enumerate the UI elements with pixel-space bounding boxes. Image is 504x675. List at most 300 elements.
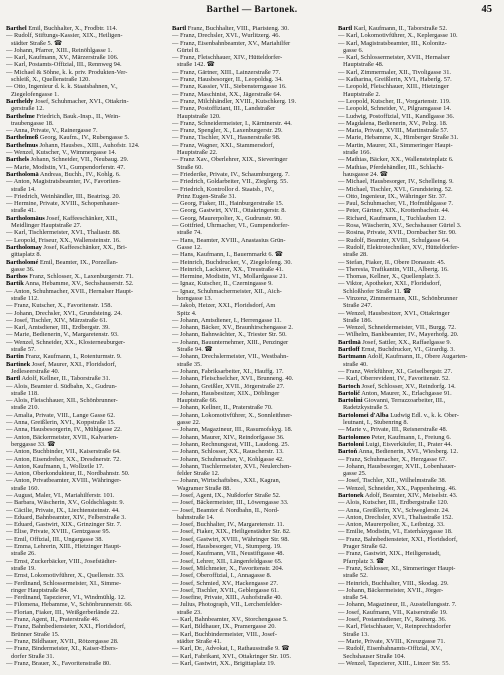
directory-entry <box>338 98 498 105</box>
entry-text: Georg, Kaufm., IV., Rubengasse 5. <box>38 134 130 142</box>
directory-entry <box>338 324 498 331</box>
entry-text: — Mathias, Pferdehändler, III., Schlacht- <box>338 163 444 171</box>
entry-continuation-line: straße 57. <box>11 346 36 354</box>
entry-first-line <box>338 54 498 61</box>
entry-first-line <box>6 470 166 477</box>
entry-first-line <box>6 528 166 535</box>
entry-first-line <box>172 616 332 623</box>
directory-entry <box>6 280 166 287</box>
entry-first-line <box>338 441 498 448</box>
directory-entry <box>172 426 332 433</box>
entry-first-line <box>338 368 498 375</box>
directory-entry <box>338 40 498 55</box>
directory-entry <box>6 127 166 134</box>
directory-entry <box>172 134 332 141</box>
directory-entry <box>172 317 332 324</box>
directory-entry <box>6 397 166 412</box>
directory-entry <box>6 61 166 68</box>
directory-entry <box>172 207 332 214</box>
directory-column-left <box>6 25 166 670</box>
entry-first-line <box>172 222 332 229</box>
entry-text: — Heinrich, Buchdrucker, V., Ziegelofeng. 30. <box>172 258 293 266</box>
directory-entry <box>172 456 332 463</box>
entry-first-line <box>338 499 498 506</box>
directory-entry <box>172 441 332 448</box>
entry-text: — Emma, Lehrerin, XIII., Hietzinger Haupt- <box>6 543 122 551</box>
directory-entry <box>172 69 332 76</box>
entry-first-line <box>172 477 332 484</box>
entry-text: — Elise, Private, XVIII., Gentzgasse 95. <box>6 528 111 536</box>
entry-first-line <box>172 142 332 149</box>
directory-entry <box>172 404 332 411</box>
entry-text: — Leopold, Kutscher, II., Vorgartenstr. 119. <box>338 97 451 105</box>
entry-text: — Maria, Private, XVIII., Martinstraße 57. <box>338 127 449 135</box>
entry-first-line <box>172 200 332 207</box>
entry-first-line <box>6 215 166 222</box>
directory-entry <box>172 390 332 405</box>
entry-text: — Franz, Hausbesorger, II., Leopoldsg. 34. <box>172 76 283 84</box>
entry-text: — Florian, Fiaker, III., Weißgerberlände 22. <box>6 608 120 616</box>
entry-surname: Barthelmeß <box>6 134 39 142</box>
directory-entry <box>172 353 332 368</box>
entry-text: — Karl, Oberrevident, IV., Favoritenstr. 52. <box>338 375 450 383</box>
entry-text: — Magdalena, Bedienerin, XV., Pelzg. 18. <box>338 119 448 127</box>
directory-entry <box>6 259 166 274</box>
entry-first-line <box>6 237 166 244</box>
entry-text: — Otto, Ingenieur d. k. k. Staatsbahnen, V., <box>6 83 118 91</box>
entry-continuation-line: straße 14. <box>11 185 36 193</box>
entry-first-line <box>172 448 332 455</box>
entry-surname: Bartloff <box>338 346 360 354</box>
entry-first-line <box>6 288 166 295</box>
entry-text: — Franz, Agent, II., Praterstraße 46. <box>6 616 100 624</box>
directory-column-middle <box>172 25 332 670</box>
directory-entry <box>6 594 166 601</box>
directory-entry <box>338 441 498 448</box>
entry-first-line <box>172 76 332 83</box>
directory-entry <box>338 142 498 157</box>
directory-entry <box>172 171 332 178</box>
entry-text: — Josef, Buchhalter, IV., Margaretenstr. 11. <box>172 521 285 529</box>
directory-entry <box>6 580 166 595</box>
directory-entry <box>172 331 332 338</box>
directory-entry <box>6 229 166 236</box>
entry-text: — Julius, Photograph, VII., Lerchenfelder- <box>172 601 283 609</box>
entry-first-line <box>6 383 166 390</box>
entry-surname: Barthels <box>6 156 30 164</box>
entry-first-line <box>338 397 498 404</box>
directory-entry <box>172 587 332 594</box>
entry-continuation-line: straße 23. <box>177 608 202 616</box>
directory-entry <box>172 653 332 660</box>
entry-text: Franz, Buchhalter, VIII., Piaristeng. 30. <box>186 25 289 32</box>
directory-entry <box>172 565 332 572</box>
entry-first-line <box>6 397 166 404</box>
entry-text: — Josef, Agent, IX., Nußdorfer Straße 52. <box>172 492 281 499</box>
directory-entry <box>6 609 166 616</box>
entry-first-line <box>338 587 498 594</box>
directory-entry <box>338 83 498 98</box>
entry-first-line <box>338 32 498 39</box>
entry-continuation-line: straße 40. <box>343 360 368 368</box>
entry-text: Peter, Kaufmann, I., Freiung 6. <box>369 433 451 441</box>
entry-surname: Barthelme <box>6 112 35 120</box>
entry-text: — Friedrich, Goldarbeiter, VII., Zieglerg. 55. <box>172 178 289 186</box>
entry-text: — Anton, Oberkondukteur, II., Nordbahnstr. 50. <box>6 470 130 478</box>
entry-text: — Franz, Schneidermeister, I., Kärntnerstr. 44. <box>172 119 292 127</box>
entry-first-line <box>338 645 498 652</box>
entry-text: — Ignaz, Schuhmachermeister, XII., Aich- <box>172 287 282 295</box>
entry-first-line <box>338 222 498 229</box>
directory-entry <box>172 601 332 616</box>
entry-surname: Bartoloni <box>338 440 364 448</box>
entry-first-line <box>172 266 332 273</box>
entry-first-line <box>172 550 332 557</box>
entry-text: Anna, Hebamme, XV., Sechshauserstr. 52. <box>23 280 134 288</box>
entry-text: — Karl, Buchbindermeister, VIII., Josef- <box>172 630 278 638</box>
entry-first-line <box>6 514 166 521</box>
entry-text: Giovanni, Terrazzoarbeiter, III., <box>362 397 446 405</box>
directory-entry <box>6 507 166 514</box>
entry-surname: Bartholomä <box>6 170 39 178</box>
directory-entry <box>6 514 166 521</box>
entry-text: — Karl, Gastwirt, XX., Brigittaplatz 19. <box>172 659 276 667</box>
entry-text: — Anton, Buchbinder, VII., Kaiserstraße 64. <box>6 448 121 456</box>
entry-text: Josef, Kaffeeschänker, XX., Bri- <box>41 243 128 251</box>
directory-entry <box>6 32 166 47</box>
entry-first-line <box>338 186 498 193</box>
entry-first-line <box>338 507 498 514</box>
directory-entry <box>6 288 166 303</box>
entry-first-line <box>172 456 332 463</box>
entry-first-line <box>6 638 166 645</box>
entry-text: — Johann, Tischlermeister, XVI., Neulerchen- <box>172 462 292 470</box>
entry-continuation-line: straße 142. ☎ <box>177 61 215 69</box>
directory-entry <box>6 426 166 433</box>
directory-entry <box>338 492 498 499</box>
entry-text: — Anton, Bäckermeister, XVII., Kalvarien- <box>6 433 119 441</box>
entry-continuation-line: Hauptstraße 120. <box>177 112 221 120</box>
entry-text: — Mathias, Bäcker, XX., Wallensteinplatz 6. <box>338 156 454 164</box>
directory-entry <box>338 310 498 325</box>
directory-entry <box>6 601 166 608</box>
entry-text: — Wenzel, Hausbesitzer, XVI., Ottakringer <box>338 309 450 317</box>
entry-first-line <box>172 25 332 32</box>
directory-entry <box>172 91 332 98</box>
entry-text: Adolf, Kellner, II., Taborstraße 31. <box>20 375 111 383</box>
entry-text: — Heinrich, Lackierer, XX., Treustraße 41. <box>172 265 284 273</box>
entry-first-line <box>6 572 166 579</box>
entry-first-line <box>338 331 498 338</box>
entry-surname: Bartolini <box>338 397 363 405</box>
entry-text: — Karl, Bildhauer, IX., Pramergasse 20. <box>172 623 276 631</box>
entry-text: — Johann, Bäcker, XV., Braunhirschengasse 2. <box>172 324 294 332</box>
directory-entry <box>338 54 498 69</box>
entry-text: — Theresia, Trafikantin, VIII., Albertg. 16. <box>338 265 449 273</box>
entry-text: — Otto, Ingenieur, IX., Währinger Str. 37. <box>338 192 447 200</box>
directory-entry <box>6 113 166 128</box>
directory-entry <box>6 353 166 360</box>
entry-text: — Johann, Kellner, II., Praterstraße 70. <box>172 404 273 412</box>
entry-text: — Wenzel, Schneider, XX., Klosterneuburger- <box>6 338 126 346</box>
entry-surname: Bartheldy <box>6 97 34 105</box>
entry-text: — Johann, Wirtschaftsbes., XXI., Kagran, <box>172 477 281 485</box>
entry-text: — Anton, Privatbeamter, XVIII., Währinger- <box>6 477 122 485</box>
entry-first-line <box>6 83 166 90</box>
entry-continuation-line: traubengasse 18. <box>11 119 54 127</box>
entry-continuation-line: Wagramer Straße 88. <box>177 484 231 492</box>
entry-text: — Johann, Schuhmacher, V., Kohlgasse 42. <box>172 455 284 463</box>
entry-first-line <box>172 521 332 528</box>
entry-first-line <box>338 113 498 120</box>
entry-first-line <box>172 653 332 660</box>
entry-surname: Bartholomé <box>6 258 39 266</box>
directory-entry <box>6 463 166 470</box>
directory-entry <box>6 492 166 499</box>
directory-entry <box>172 528 332 535</box>
entry-text: Andreas, Buchh., IV., Kohlg. 6. <box>38 170 121 178</box>
directory-entry <box>338 397 498 412</box>
entry-first-line <box>172 434 332 441</box>
directory-entry <box>6 412 166 419</box>
entry-text: Emil, Beamter, IX., Porzellan- <box>38 258 118 266</box>
entry-first-line <box>6 601 166 608</box>
entry-first-line <box>172 54 332 61</box>
directory-entry <box>6 383 166 398</box>
entry-continuation-line: Hauptstraße 2. <box>343 90 381 98</box>
entry-text: — Alois, Fleischhauer, XII., Schönbrunner- <box>6 397 118 405</box>
directory-entry <box>172 521 332 528</box>
entry-first-line <box>338 448 498 455</box>
directory-entry <box>338 580 498 587</box>
entry-text: — Alois, Beamter d. Südbahn, X., Gudrun- <box>6 382 117 390</box>
entry-first-line <box>338 434 498 441</box>
entry-text: — Stefan, Fiaker, II., Obere Donaustr. 45. <box>338 258 446 266</box>
entry-continuation-line: gasse 22. <box>177 419 201 427</box>
entry-first-line <box>6 32 166 39</box>
entry-text: — Barbara, Wäscherin, XV., Goldschlagstr. 9. <box>6 499 125 507</box>
entry-first-line <box>338 638 498 645</box>
entry-text: — Franz, Gastwirt, XIX., Heiligenstadt, <box>338 550 441 558</box>
entry-continuation-line: gasse 6. <box>343 46 364 54</box>
entry-first-line <box>6 244 166 251</box>
entry-first-line <box>172 317 332 324</box>
entry-first-line <box>6 69 166 76</box>
entry-text: — Franz, Fleischhauer, XIV., Hütteldorfer- <box>172 54 283 62</box>
entry-first-line <box>6 200 166 207</box>
directory-entry <box>6 616 166 623</box>
entry-first-line <box>6 317 166 324</box>
entry-text: — Karl, Tischlermeister, XVI., Thaliastr. 88. <box>6 229 121 237</box>
directory-entry <box>338 207 498 214</box>
entry-text: — Ferdinand, Tapezierer, VI., Windmühlg. 12. <box>6 594 126 602</box>
directory-entry <box>338 616 498 623</box>
entry-text: — Ludwig, Postoffizial, VII., Kandlgasse 36. <box>338 112 455 120</box>
directory-entry <box>172 273 332 280</box>
entry-first-line <box>338 164 498 171</box>
entry-first-line <box>6 302 166 309</box>
entry-text: — Ernst, Zuckerbäcker, VIII., Josefstädter- <box>6 557 117 565</box>
directory-entry <box>338 485 498 492</box>
directory-entry <box>6 645 166 660</box>
entry-first-line <box>172 558 332 565</box>
directory-entry <box>6 528 166 535</box>
entry-first-line <box>6 456 166 463</box>
entry-text: — Thomas, Kellner, X., Quellenplatz 3. <box>338 273 441 281</box>
directory-entry <box>338 178 498 185</box>
directory-entry <box>172 120 332 127</box>
entry-continuation-line: Straße 247. <box>343 302 373 310</box>
entry-first-line <box>172 587 332 594</box>
entry-continuation-line: straße 112. <box>11 294 39 302</box>
directory-entry <box>172 572 332 579</box>
directory-entry <box>338 127 498 134</box>
entry-text: — Michael, Tischler, XVI., Grundsteing. 52. <box>338 185 453 193</box>
entry-continuation-line: berggasse 33. ☎ <box>11 440 56 448</box>
directory-entry <box>172 616 332 623</box>
directory-entry <box>338 477 498 484</box>
entry-first-line <box>6 149 166 156</box>
directory-entry <box>172 375 332 382</box>
entry-first-line <box>172 375 332 382</box>
directory-entry <box>172 507 332 522</box>
directory-entry <box>6 456 166 463</box>
entry-continuation-line: ringer Hauptstraße 84. <box>11 586 69 594</box>
directory-entry <box>172 645 332 652</box>
entry-surname: Bartik <box>6 280 24 288</box>
entry-text: Adolf, Beamter, XIV., Meiselstr. 43. <box>363 492 458 499</box>
entry-first-line <box>6 499 166 506</box>
entry-first-line <box>172 32 332 39</box>
entry-continuation-line: gasse 25. <box>343 470 367 478</box>
entry-first-line <box>172 390 332 397</box>
entry-text: — Anton, Schuhmacher, XVII., Hernalser Haupt- <box>6 287 133 295</box>
entry-continuation-line: straße 19. <box>11 564 36 572</box>
directory-entry <box>6 572 166 579</box>
entry-text: Franz, Schlosser, X., Laxenburgerstr. 71. <box>27 273 134 281</box>
entry-surname: Bartmann <box>338 353 367 361</box>
directory-entry <box>172 543 332 550</box>
entry-text: — Anna, Hausbesorgerin, IV., Mühlgasse 22. <box>6 426 122 434</box>
entry-text: — Rosina, Private, XVII., Dornbacher Str. 90. <box>338 229 457 237</box>
entry-text: — Josef, Kaufmann, VII., Neustiftgasse 48. <box>172 550 285 558</box>
directory-entry <box>338 456 498 463</box>
entry-continuation-line: Prager Straße 62. <box>343 543 388 551</box>
entry-first-line <box>172 645 332 652</box>
entry-first-line <box>172 83 332 90</box>
directory-entry <box>338 499 498 506</box>
entry-first-line <box>172 91 332 98</box>
entry-text: — Franz, Spengler, X., Laxenburgerstr. 29. <box>172 127 283 135</box>
entry-text: — Heinrich, Buchhalter, VIII., Skodag. 29. <box>338 579 449 587</box>
directory-entry <box>338 565 498 580</box>
entry-continuation-line: Jedleseerstraße 40. <box>11 367 60 375</box>
entry-first-line <box>6 375 166 382</box>
entry-first-line <box>172 331 332 338</box>
entry-first-line <box>172 288 332 295</box>
entry-first-line <box>6 339 166 346</box>
entry-first-line <box>172 499 332 506</box>
entry-text: — Leopold, Fleischhauer, XIII., Hietzinger <box>338 83 449 91</box>
directory-entry <box>338 536 498 551</box>
entry-first-line <box>6 594 166 601</box>
entry-first-line <box>338 142 498 149</box>
entry-text: — Richard, Kaufmann, I., Tuchlauben 12. <box>338 214 446 222</box>
entry-continuation-line: Straße 13. <box>343 630 369 638</box>
directory-entry <box>172 222 332 237</box>
entry-continuation-line: straße 26. <box>11 550 36 558</box>
directory-entry <box>338 113 498 120</box>
directory-entry <box>338 229 498 236</box>
entry-first-line <box>6 361 166 368</box>
directory-entry <box>338 660 498 667</box>
directory-entry <box>172 499 332 506</box>
directory-entry <box>172 477 332 492</box>
entry-first-line <box>172 441 332 448</box>
entry-continuation-line: Meidlinger Hauptstraße 27. <box>11 222 82 230</box>
entry-first-line <box>6 331 166 338</box>
entry-first-line <box>172 543 332 550</box>
entry-first-line <box>338 69 498 76</box>
directory-entry <box>172 259 332 266</box>
entry-surname: Bartoch <box>338 382 361 390</box>
entry-text: — Peter, Gärtner, XIX., Krottenbachstr. 44. <box>338 207 450 215</box>
directory-entry <box>338 426 498 433</box>
entry-first-line <box>338 601 498 608</box>
entry-first-line <box>172 631 332 638</box>
entry-first-line <box>338 178 498 185</box>
entry-text: Anton, Maurer, X., Erlachgasse 91. <box>360 389 452 397</box>
directory-entry <box>172 76 332 83</box>
entry-text: — Anna, Greißlerin, XV., Schweglerstr. 24. <box>338 506 450 514</box>
directory-entry <box>6 499 166 506</box>
entry-text: Josef, Schuhmacher, XVI., Ottakrin- <box>33 97 129 105</box>
directory-entry <box>338 383 498 390</box>
entry-first-line <box>172 178 332 185</box>
entry-first-line <box>172 186 332 193</box>
entry-first-line <box>338 25 498 32</box>
entry-text: Ernst, Buchdrucker, VI., Girardig. 3. <box>359 346 455 354</box>
directory-entry <box>172 550 332 557</box>
directory-column-right <box>338 25 498 670</box>
entry-continuation-line: bahnstraße 14. <box>177 513 215 521</box>
entry-text: — Franz, Gärtner, XIII., Lainzerstraße 77. <box>172 68 281 76</box>
entry-text: — Anton, Maurerpolier, X., Leibnizg. 33. <box>338 521 445 529</box>
directory-entry <box>6 536 166 543</box>
entry-text: — Franz, Bildhauer, XVII., Rötzergasse 28. <box>6 637 119 645</box>
entry-text: — Johann, Hausbesitzer, XIX., Döblinger <box>172 389 280 397</box>
entry-first-line <box>338 266 498 273</box>
entry-continuation-line: leutnant, I., Stubenring 8. <box>343 419 409 427</box>
entry-text: — Karl, Zimmermaler, XII., Tivoligasse 31. <box>338 68 451 76</box>
directory-entry <box>6 273 166 280</box>
entry-first-line <box>6 113 166 120</box>
entry-text: — Johann, Drechslermeister, VII., Westbahn- <box>172 353 289 361</box>
directory-entry <box>338 514 498 521</box>
entry-continuation-line: Hauptstraße 66. <box>177 397 218 405</box>
entry-first-line <box>172 368 332 375</box>
entry-text: — Franz, Maschinist, XX., Jägerstraße 64. <box>172 90 282 98</box>
entry-continuation-line: straße 74. <box>177 229 202 237</box>
directory-entry <box>6 623 166 638</box>
entry-continuation-line: straße 52. <box>343 572 368 580</box>
entry-continuation-line: straße 41. <box>11 207 36 215</box>
entry-text: — Karl, Magistratsbeamter, III., Kolonitz- <box>338 39 447 47</box>
directory-entry <box>6 521 166 528</box>
directory-entry <box>172 40 332 55</box>
entry-text: — Rudolf, Stiftungs-Kassier, XIX., Heiligen- <box>6 32 123 40</box>
entry-first-line <box>338 237 498 244</box>
